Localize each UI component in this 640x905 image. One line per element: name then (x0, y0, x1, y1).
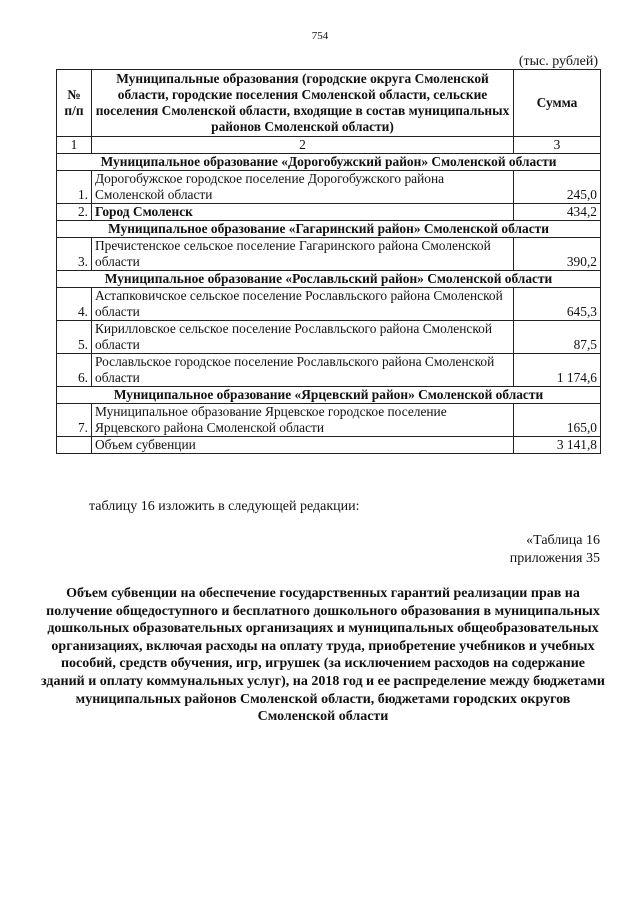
row-number: 1. (57, 171, 92, 204)
table-label-line: «Таблица 16 (526, 533, 600, 548)
total-num-cell (57, 437, 92, 454)
table-row (57, 204, 601, 221)
section-title: Муниципальное образование «Рославльский район» Смоленской области (57, 271, 601, 288)
row-sum: 645,3 (514, 288, 601, 321)
table-label (510, 532, 600, 568)
section-title: Муниципальное образование «Дорогобужский район» Смоленской области (57, 154, 601, 171)
row-name: Город Смоленск (92, 204, 514, 221)
section-title: Муниципальное образование «Гагаринский район» Смоленской области (57, 221, 601, 238)
table-row (57, 321, 601, 354)
column-number: 2 (92, 137, 514, 154)
row-name: Муниципальное образование Ярцевское городское поселение Ярцевского района Смоленской области (92, 404, 514, 437)
row-number: 3. (57, 238, 92, 271)
instruction-text: таблицу 16 изложить в следующей редакции: (89, 499, 360, 514)
section-row (57, 221, 601, 238)
column-number: 3 (514, 137, 601, 154)
row-number: 5. (57, 321, 92, 354)
section-row (57, 154, 601, 171)
row-number: 6. (57, 354, 92, 387)
column-number-row (57, 137, 601, 154)
row-sum: 245,0 (514, 171, 601, 204)
total-sum: 3 141,8 (514, 437, 601, 454)
table-row (57, 354, 601, 387)
row-sum: 434,2 (514, 204, 601, 221)
row-name: Дорогобужское городское поселение Дорогобужского района Смоленской области (92, 171, 514, 204)
row-number: 7. (57, 404, 92, 437)
total-row (57, 437, 601, 454)
page-number: 754 (311, 30, 329, 42)
row-sum: 87,5 (514, 321, 601, 354)
header-name: Муниципальные образования (городские округа Смоленской области, городские поселения Смоленской области, сельские поселения Смоленской области, входящие в состав муниципальных районов Смоленской области) (92, 70, 514, 137)
subvention-table (56, 69, 601, 454)
total-label: Объем субвенции (92, 437, 514, 454)
column-number: 1 (57, 137, 92, 154)
table-row (57, 404, 601, 437)
table-header-row (57, 70, 601, 137)
section-row (57, 387, 601, 404)
row-number: 2. (57, 204, 92, 221)
row-number: 4. (57, 288, 92, 321)
document-title: Объем субвенции на обеспечение государственных гарантий реализации прав на получение общедоступного и бесплатного дошкольного образования в муниципальных дошкольных образовательных организациях и муниципальных общеобразовательных организациях, включая расходы на оплату труда, приобретение учебников и учебных пособий, средств обучения, игр, игрушек (за исключением расходов на содержание зданий и оплату коммунальных услуг), на 2018 год и ее распределение между бюджетами муниципальных районов Смоленской области, бюджетами городских округов Смоленской области (41, 586, 605, 725)
row-name: Пречистенское сельское поселение Гагаринского района Смоленской области (92, 238, 514, 271)
table-label-line: приложения 35 (509, 551, 600, 566)
row-name: Кирилловское сельское поселение Рославльского района Смоленской области (92, 321, 514, 354)
row-name: Рославльское городское поселение Рославльского района Смоленской области (92, 354, 514, 387)
section-title: Муниципальное образование «Ярцевский район» Смоленской области (57, 387, 601, 404)
header-sum: Сумма (514, 70, 601, 137)
header-num: № п/п (57, 70, 92, 137)
row-sum: 165,0 (514, 404, 601, 437)
row-sum: 390,2 (514, 238, 601, 271)
row-sum: 1 174,6 (514, 354, 601, 387)
table-row (57, 238, 601, 271)
section-row (57, 271, 601, 288)
units-label: (тыс. рублей) (518, 54, 598, 69)
table-row (57, 171, 601, 204)
row-name: Астапковичское сельское поселение Рославльского района Смоленской области (92, 288, 514, 321)
table-row (57, 288, 601, 321)
